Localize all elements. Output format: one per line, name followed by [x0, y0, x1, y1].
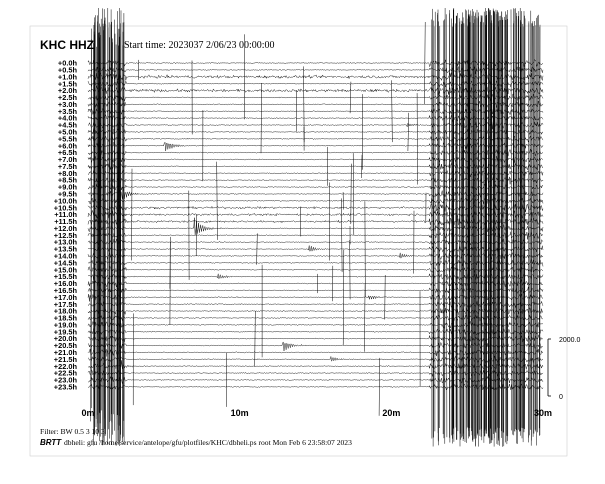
trace-line — [88, 329, 543, 335]
x-tick-label: 0m — [81, 408, 95, 418]
trace-line — [88, 280, 543, 287]
hour-label: +17.0h — [53, 292, 77, 302]
amplitude-spike — [446, 14, 447, 437]
hour-label: +9.0h — [57, 182, 77, 192]
amplitude-spike — [362, 155, 363, 178]
amplitude-spike — [500, 20, 501, 446]
hour-label: +10.5h — [53, 203, 77, 213]
hour-label: +0.5h — [57, 65, 77, 75]
scale-top-label: 2000.0 — [559, 337, 581, 344]
hour-label: +22.5h — [53, 368, 77, 378]
hour-label: +16.0h — [53, 279, 77, 289]
hour-label: +12.0h — [53, 223, 77, 233]
amplitude-spike — [519, 11, 520, 432]
scale-bottom-label: 0 — [559, 394, 563, 401]
trace-line — [88, 315, 543, 321]
amplitude-spike — [351, 164, 352, 224]
hour-label: +14.0h — [53, 251, 77, 261]
hour-label: +11.0h — [54, 210, 77, 220]
trace-line — [88, 239, 543, 245]
hour-label: +1.5h — [57, 79, 77, 89]
hour-label: +20.5h — [53, 341, 77, 351]
hour-label: +3.5h — [57, 106, 77, 116]
trace-line — [88, 356, 543, 363]
hour-label: +13.5h — [53, 244, 77, 254]
amplitude-spike — [425, 22, 426, 104]
amplitude-spike — [485, 25, 486, 437]
amplitude-spike — [501, 16, 502, 431]
hour-label: +8.5h — [57, 175, 77, 185]
hour-label: +12.5h — [53, 230, 77, 240]
hour-label: +19.5h — [53, 327, 77, 337]
amplitude-spike — [261, 83, 262, 153]
trace-line — [88, 376, 543, 383]
amplitude-spike — [353, 153, 354, 235]
amplitude-spike — [341, 198, 342, 272]
hour-label: +15.0h — [53, 265, 77, 275]
amplitude-spike — [385, 275, 386, 320]
filter-label: Filter: BW 0.5 3 10 3 — [40, 427, 105, 436]
hour-label: +2.5h — [57, 93, 77, 103]
amplitude-spike — [476, 18, 477, 439]
hour-label: +17.5h — [53, 299, 77, 309]
hour-label: +0.0h — [57, 58, 77, 68]
hour-label: +4.0h — [57, 113, 77, 123]
trace-line — [88, 294, 543, 301]
hour-label: +2.0h — [57, 86, 77, 96]
hour-label: +6.5h — [57, 148, 77, 158]
hour-label: +22.0h — [53, 361, 77, 371]
hour-label: +5.0h — [57, 127, 77, 137]
trace-line — [88, 308, 543, 315]
hour-label: +21.0h — [53, 347, 77, 357]
hour-labels — [54, 59, 78, 392]
hour-label: +11.5h — [54, 217, 77, 227]
hour-label: +21.5h — [53, 354, 77, 364]
hour-label: +18.5h — [53, 313, 77, 323]
trace-line — [88, 245, 543, 252]
amplitude-spike — [518, 16, 519, 444]
hour-label: +5.5h — [57, 134, 77, 144]
hour-label: +3.0h — [57, 99, 77, 109]
amplitude-spike — [504, 17, 505, 446]
hour-label: +14.5h — [53, 258, 77, 268]
x-tick-label: 10m — [230, 408, 249, 418]
amplitude-spike — [511, 9, 512, 430]
hour-label: +20.0h — [53, 334, 77, 344]
amplitude-spike — [392, 80, 393, 142]
start-time-label: Start time: 2023037 2/06/23 00:00:00 — [124, 40, 275, 51]
hour-label: +10.0h — [53, 196, 77, 206]
x-tick-label: 30m — [533, 408, 553, 418]
time-axis — [81, 408, 552, 418]
trace-line — [88, 274, 543, 280]
amplitude-spike — [495, 12, 496, 432]
trace-line — [88, 321, 543, 328]
amplitude-spike — [343, 250, 344, 345]
trace-line — [88, 384, 543, 390]
amplitude-spike — [444, 19, 445, 438]
hour-label: +8.0h — [57, 168, 77, 178]
hour-label: +19.0h — [53, 320, 77, 330]
amplitude-spike — [459, 22, 460, 434]
amplitude-spike — [473, 12, 474, 442]
amplitude-spike — [257, 233, 258, 264]
hour-label: +9.5h — [57, 189, 77, 199]
trace-line — [88, 360, 543, 369]
hour-label: +7.0h — [57, 155, 77, 165]
trace-line — [88, 342, 543, 351]
station-label: KHC HHZ — [40, 38, 94, 52]
brtt-brand: BRTT — [40, 438, 62, 447]
trace-line — [88, 287, 543, 293]
amplitude-spike — [433, 9, 434, 437]
amplitude-spike — [474, 19, 475, 438]
hour-label: +6.0h — [57, 141, 77, 151]
trace-line — [88, 370, 543, 377]
hour-label: +15.5h — [53, 272, 77, 282]
hour-label: +7.5h — [57, 161, 77, 171]
hour-label: +1.0h — [57, 72, 77, 82]
trace-line — [88, 253, 543, 260]
trace-line — [88, 260, 543, 267]
hour-label: +23.0h — [53, 375, 77, 385]
hour-label: +23.5h — [53, 382, 77, 392]
trace-line — [88, 301, 543, 308]
footer-text: dbheli: gfu /home/service/antelope/gfu/plotfiles/KHC/dbheli.ps root Mon Feb 6 23:58:07 2023 — [64, 438, 352, 447]
trace-line — [88, 335, 543, 342]
amplitude-spike — [364, 284, 365, 352]
amplitude-spike — [531, 24, 532, 446]
hour-label: +4.5h — [57, 120, 77, 130]
trace-line — [88, 349, 543, 357]
x-tick-label: 20m — [382, 408, 401, 418]
hour-label: +13.0h — [53, 237, 77, 247]
amplitude-scale-bar — [548, 337, 581, 401]
seismic-traces — [88, 8, 543, 447]
hour-label: +16.5h — [53, 285, 77, 295]
amplitude-spike — [255, 311, 256, 366]
amplitude-spike — [457, 13, 458, 431]
trace-line — [88, 232, 543, 240]
hour-label: +18.0h — [53, 306, 77, 316]
trace-line — [88, 266, 543, 273]
amplitude-spike — [102, 8, 103, 445]
